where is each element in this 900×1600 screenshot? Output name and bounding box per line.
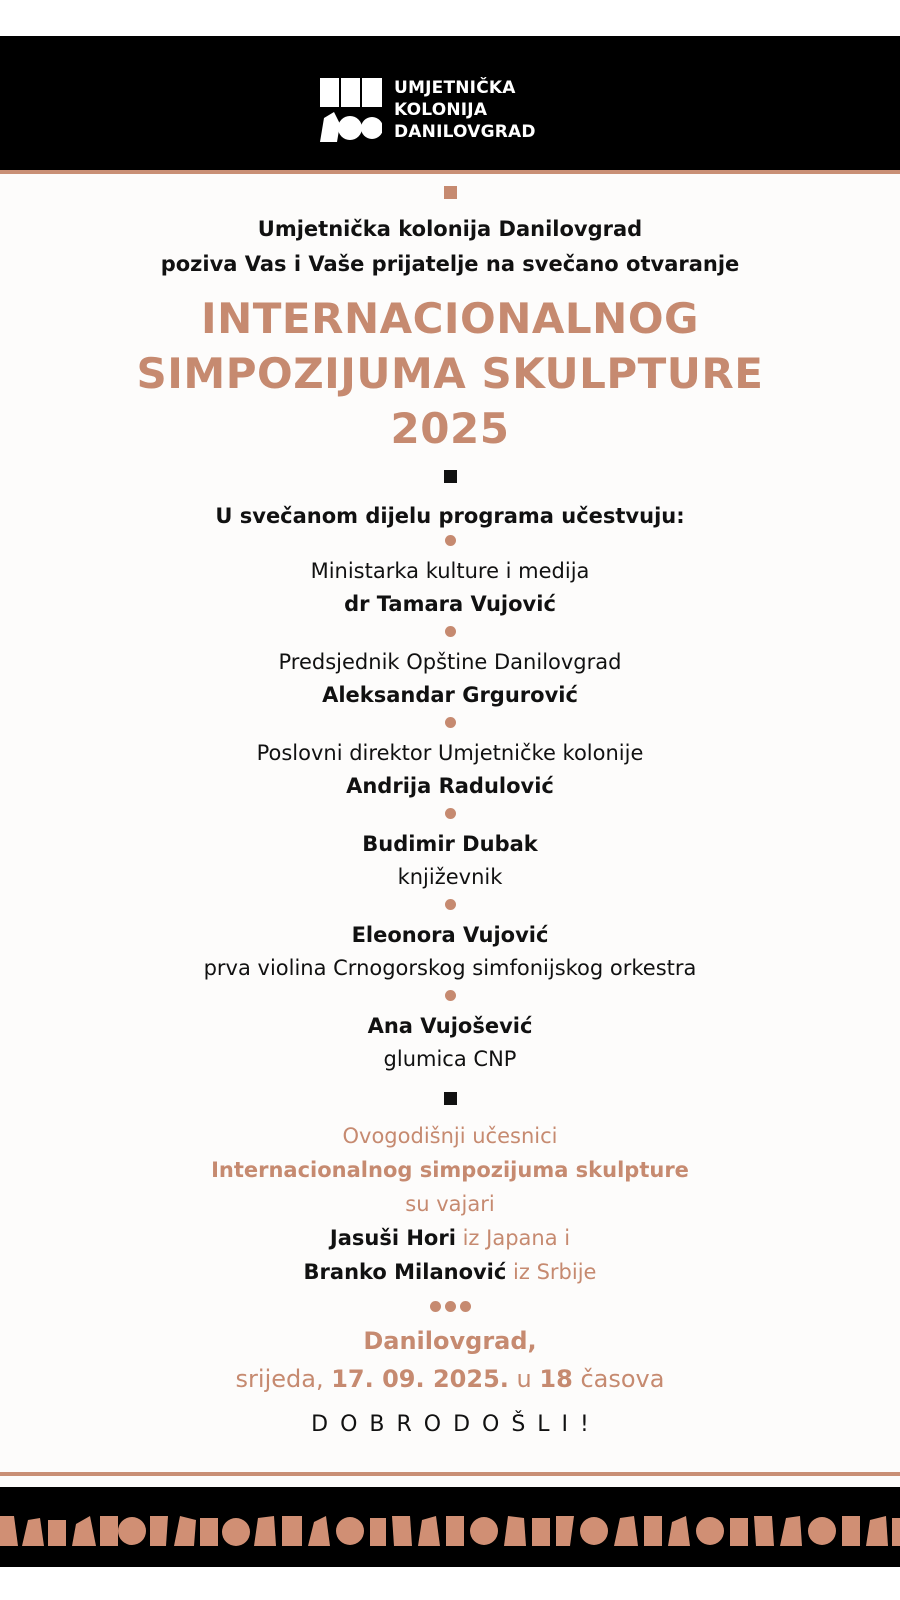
square-ornament: [444, 1092, 457, 1105]
event-at: u: [516, 1365, 532, 1393]
program-heading: U svečanom dijelu programa učestvuju:: [215, 504, 685, 528]
artist-origin: iz Japana i: [462, 1226, 571, 1250]
logo-line-3: DANILOVGRAD: [394, 122, 536, 142]
participants-block: [0, 1119, 900, 1289]
logo-line-1: UMJETNIČKA: [394, 78, 516, 98]
footer-bar: [0, 1487, 900, 1567]
square-ornament: [444, 186, 457, 199]
square-ornament: [444, 470, 457, 483]
program-item: [0, 1010, 900, 1076]
logo-line-2: KOLONIJA: [394, 100, 488, 120]
artist-line-1: [0, 1221, 900, 1255]
speaker-name: Andrija Radulović: [346, 774, 554, 798]
speaker-name: Eleonora Vujović: [351, 923, 549, 947]
shapes-pattern-band: [0, 1514, 900, 1548]
welcome-text: DOBRODOŠLI!: [311, 1412, 601, 1437]
intro-line-1: Umjetnička kolonija Danilovgrad: [257, 217, 643, 241]
speaker-name: Aleksandar Grgurović: [322, 683, 578, 707]
dot-separator: [445, 535, 456, 546]
footer-divider: [0, 1472, 900, 1476]
speaker-name: Budimir Dubak: [362, 832, 538, 856]
dot-separator: [445, 990, 456, 1001]
event-hour: 18: [539, 1365, 573, 1393]
artist-origin: iz Srbije: [513, 1260, 597, 1284]
artist-name: Jasuši Hori: [329, 1226, 456, 1250]
program-item: [0, 646, 900, 712]
speaker-role: Ministarka kulture i medija: [310, 559, 590, 583]
intro-line-2: poziva Vas i Vaše prijatelje na svečano otvaranje: [160, 252, 740, 276]
speaker-role: Poslovni direktor Umjetničke kolonije: [256, 741, 644, 765]
participants-line-3: su vajari: [405, 1192, 495, 1216]
speaker-role: glumica CNP: [383, 1047, 517, 1071]
program-item: [0, 555, 900, 621]
logo-wordmark: [394, 77, 536, 143]
event-hours-word: časova: [580, 1365, 665, 1393]
participants-line-2: Internacionalnog simpozijuma skulpture: [211, 1158, 689, 1182]
event-day: srijeda,: [235, 1365, 324, 1393]
title-line-3: 2025: [390, 404, 510, 453]
title-line-1: INTERNACIONALNOG: [200, 294, 699, 343]
logo: [320, 78, 580, 144]
program-item: [0, 828, 900, 894]
triple-dot-separator: [0, 1301, 900, 1312]
speaker-role: Predsjednik Opštine Danilovgrad: [278, 650, 622, 674]
event-date: 17. 09. 2025.: [331, 1365, 509, 1393]
program-item: [0, 737, 900, 803]
header-divider: [0, 170, 900, 174]
event-title: [0, 291, 900, 456]
colony-logo-icon: [320, 78, 382, 142]
program-item: [0, 919, 900, 985]
speaker-role: književnik: [397, 865, 503, 889]
participants-line-1: Ovogodišnji učesnici: [342, 1124, 558, 1148]
artist-line-2: [0, 1255, 900, 1289]
speaker-name: Ana Vujošević: [367, 1014, 533, 1038]
dot-separator: [445, 717, 456, 728]
speaker-role: prva violina Crnogorskog simfonijskog orkestra: [203, 956, 697, 980]
header-bar: [0, 36, 900, 170]
event-datetime: [0, 1360, 900, 1398]
dot-separator: [445, 899, 456, 910]
invitation-page: [0, 36, 900, 1567]
artist-name: Branko Milanović: [303, 1260, 507, 1284]
speaker-name: dr Tamara Vujović: [344, 592, 556, 616]
title-line-2: SIMPOZIJUMA SKULPTURE: [136, 349, 764, 398]
dot-separator: [445, 626, 456, 637]
dot-separator: [445, 808, 456, 819]
event-place: Danilovgrad,: [363, 1327, 537, 1355]
invitation-content: [0, 186, 900, 1440]
intro-text: [0, 212, 900, 282]
